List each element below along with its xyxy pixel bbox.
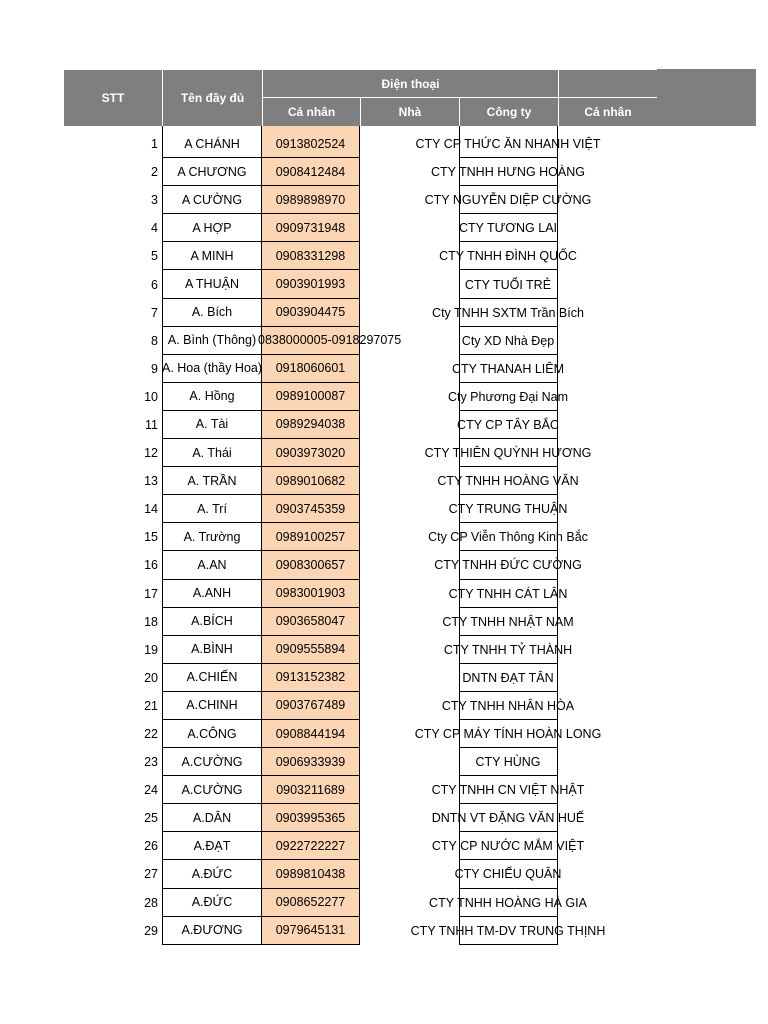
cell-company-name: CTY TRUNG THUẬN — [448, 502, 568, 517]
header-blank-2[interactable] — [657, 69, 756, 126]
cell-name[interactable] — [162, 692, 262, 720]
table-row — [0, 860, 768, 888]
table-row — [0, 467, 768, 495]
header-personal[interactable] — [262, 97, 360, 126]
cell-company-name: Cty XD Nhà Đẹp — [461, 333, 555, 348]
table-row — [0, 411, 768, 439]
cell-company-name: Cty Phương Đại Nam — [447, 389, 569, 404]
table-row — [0, 495, 768, 523]
cell-stt[interactable]: 1 — [151, 137, 158, 152]
cell-company-name: Cty TNHH SXTM Trần Bích — [432, 305, 584, 320]
cell-name-text: A.CƯỜNG — [181, 782, 243, 797]
cell-name-text: A THUẬN — [185, 277, 239, 292]
table-row — [0, 889, 768, 917]
cell-phone-text: 0989294038 — [275, 417, 346, 432]
cell-name[interactable] — [162, 383, 262, 411]
cell-phone-text: 0908844194 — [275, 726, 346, 741]
table-row — [0, 720, 768, 748]
table-row — [0, 692, 768, 720]
cell-stt[interactable]: 10 — [144, 389, 158, 404]
cell-stt[interactable]: 18 — [144, 614, 158, 629]
cell-phone-personal[interactable] — [262, 383, 360, 411]
header-blank[interactable] — [558, 70, 657, 97]
header-name-label: Tên đầy đủ — [180, 91, 245, 105]
cell-phone-personal[interactable] — [262, 299, 360, 327]
cell-company-name: CTY NGUYỄN DIỆP CƯỜNG — [424, 193, 592, 208]
cell-company-name: CTY TNHH HƯNG HOÀNG — [431, 165, 585, 180]
table-row — [0, 186, 768, 214]
cell-phone-personal[interactable] — [262, 270, 360, 298]
cell-name-text: A MINH — [190, 248, 234, 263]
cell-name-text: A.ĐỨC — [191, 895, 233, 910]
cell-company-name: CTY THANAH LIÊM — [451, 361, 565, 376]
header-name[interactable] — [162, 70, 262, 126]
cell-phone-text: 0906933939 — [275, 754, 346, 769]
cell-name-text: A HỢP — [192, 220, 232, 235]
cell-company-name: CTY TNHH CN VIỆT NHẬT — [431, 783, 585, 798]
cell-name[interactable] — [162, 299, 262, 327]
cell-name[interactable] — [162, 523, 262, 551]
cell-phone-personal[interactable] — [262, 214, 360, 242]
cell-phone-text: 0922722227 — [275, 838, 346, 853]
cell-company-name: Cty CP Viễn Thông Kinh Bắc — [428, 530, 588, 545]
cell-name-text: A CHÁNH — [184, 136, 240, 151]
cell-company-name: CTY THIÊN QUỲNH HƯƠNG — [424, 446, 592, 461]
cell-phone-personal[interactable] — [262, 889, 360, 917]
cell-stt[interactable]: 24 — [144, 783, 158, 798]
header-stt-label: STT — [101, 91, 125, 105]
cell-phone-personal[interactable] — [262, 692, 360, 720]
cell-name-text: A. Trí — [197, 501, 227, 516]
cell-name-text: A.CƯỜNG — [181, 754, 243, 769]
cell-phone-text: 0903658047 — [275, 614, 346, 629]
table-row — [0, 214, 768, 242]
cell-company-name: CTY CP THỨC ĂN NHANH VIỆT — [415, 137, 601, 152]
cell-name-text: A.ĐỨC — [191, 866, 233, 881]
cell-phone-personal[interactable] — [262, 748, 360, 776]
cell-stt[interactable]: 2 — [151, 165, 158, 180]
header-company-label: Công ty — [486, 105, 532, 119]
cell-stt[interactable]: 25 — [144, 811, 158, 826]
cell-phone-personal[interactable] — [262, 158, 360, 186]
table-row — [0, 832, 768, 860]
table-row — [0, 299, 768, 327]
cell-phone-text: 0918060601 — [275, 361, 346, 376]
table-row — [0, 383, 768, 411]
cell-name-text: A. Hồng — [189, 389, 235, 404]
cell-name-text: A.ĐẠT — [193, 838, 231, 853]
cell-stt[interactable]: 14 — [144, 502, 158, 517]
cell-phone-personal[interactable] — [262, 495, 360, 523]
cell-phone-text: 0903767489 — [275, 698, 346, 713]
cell-name-text: A. Trường — [183, 529, 241, 544]
cell-name[interactable] — [162, 411, 262, 439]
cell-company-name: CTY TNHH CÁT LÂN — [448, 586, 568, 601]
header-stt[interactable] — [64, 70, 162, 126]
cell-name[interactable] — [162, 776, 262, 804]
cell-phone-text: 0909731948 — [275, 220, 346, 235]
cell-stt[interactable]: 6 — [151, 277, 158, 292]
cell-phone-personal[interactable] — [262, 411, 360, 439]
header-home-label: Nhà — [398, 105, 422, 119]
cell-company-name: CTY TNHH TM-DV TRUNG THỊNH — [410, 923, 606, 938]
table-row — [0, 664, 768, 692]
cell-stt[interactable]: 15 — [144, 530, 158, 545]
cell-phone-text: 0989898970 — [275, 192, 346, 207]
cell-stt[interactable]: 20 — [144, 670, 158, 685]
cell-phone-personal[interactable] — [262, 186, 360, 214]
cell-phone-personal[interactable] — [262, 439, 360, 467]
cell-phone-personal[interactable] — [262, 720, 360, 748]
cell-name-text: A. Bình (Thông) — [167, 333, 257, 348]
header-personal-2[interactable] — [558, 97, 657, 126]
cell-phone-personal[interactable] — [262, 776, 360, 804]
cell-phone-text: 0909555894 — [275, 642, 346, 657]
cell-name-text: A.AN — [197, 557, 227, 572]
cell-company-name: DNTN VT ĐẶNG VĂN HUẾ — [431, 811, 585, 826]
cell-phone-text: 0989810438 — [275, 866, 346, 881]
cell-stt[interactable]: 11 — [145, 417, 158, 432]
cell-company-name: CTY TNHH ĐỨC CƯỜNG — [434, 558, 582, 573]
cell-name[interactable] — [162, 664, 262, 692]
cell-name[interactable] — [162, 495, 262, 523]
cell-name[interactable] — [162, 889, 262, 917]
cell-name[interactable] — [162, 130, 262, 158]
cell-phone-personal[interactable] — [258, 327, 402, 355]
cell-stt[interactable]: 12 — [144, 446, 158, 461]
cell-phone-personal[interactable] — [262, 832, 360, 860]
cell-company-name: CTY TNHH HOÀNG VĂN — [437, 474, 579, 489]
cell-name-text: A.DÂN — [192, 810, 232, 825]
cell-stt[interactable]: 19 — [144, 642, 158, 657]
cell-stt[interactable]: 8 — [151, 333, 158, 348]
cell-phone-text: 0983001903 — [275, 586, 346, 601]
cell-name-text: A CƯỜNG — [181, 192, 243, 207]
cell-name[interactable] — [162, 832, 262, 860]
cell-phone-personal[interactable] — [262, 917, 360, 945]
cell-phone-text: 0908331298 — [275, 248, 346, 263]
cell-phone-text: 0903745359 — [275, 501, 346, 516]
cell-stt[interactable]: 23 — [144, 755, 158, 770]
cell-stt[interactable]: 9 — [151, 361, 158, 376]
header-phone-group[interactable] — [262, 70, 558, 97]
table-row — [0, 523, 768, 551]
cell-phone-text: 0989010682 — [275, 473, 346, 488]
table-row — [0, 130, 768, 158]
cell-name-text: A. Tài — [195, 417, 229, 432]
header-home[interactable] — [360, 97, 459, 126]
cell-phone-text: 0908652277 — [275, 895, 346, 910]
cell-name-text: A. Bích — [191, 305, 233, 320]
cell-company-name: CTY CP NƯỚC MẮM VIỆT — [431, 839, 585, 854]
cell-stt[interactable]: 26 — [144, 839, 158, 854]
cell-phone-text: 0908300657 — [275, 557, 346, 572]
cell-stt[interactable]: 28 — [144, 895, 158, 910]
cell-company-name: CTY TNHH TỶ THÀNH — [443, 642, 573, 657]
cell-phone-personal[interactable] — [262, 580, 360, 608]
cell-phone-personal[interactable] — [262, 664, 360, 692]
cell-name[interactable] — [162, 467, 262, 495]
cell-phone-text: 0903973020 — [275, 445, 346, 460]
cell-phone-text: 0979645131 — [275, 923, 346, 938]
cell-name-text: A.BÌNH — [191, 642, 233, 657]
cell-phone-personal[interactable] — [262, 355, 360, 383]
cell-name-text: A.BÍCH — [191, 614, 233, 629]
cell-name[interactable] — [162, 748, 262, 776]
cell-name-text: A. TRẦN — [187, 473, 237, 488]
cell-company-name: CTY TNHH ĐÌNH QUỐC — [439, 249, 577, 264]
cell-stt[interactable]: 13 — [144, 474, 158, 489]
cell-name[interactable] — [162, 804, 262, 832]
cell-phone-personal[interactable] — [262, 130, 360, 158]
cell-stt[interactable]: 17 — [144, 586, 158, 601]
cell-name[interactable] — [162, 608, 262, 636]
cell-phone-personal[interactable] — [262, 523, 360, 551]
cell-stt[interactable]: 21 — [144, 698, 158, 713]
header-personal-label: Cá nhân — [287, 105, 336, 119]
header-company[interactable] — [459, 97, 558, 126]
cell-name[interactable] — [162, 580, 262, 608]
cell-company-name: CTY HÙNG — [475, 755, 541, 770]
cell-name[interactable] — [162, 720, 262, 748]
cell-name[interactable] — [162, 158, 262, 186]
cell-stt[interactable]: 3 — [151, 193, 158, 208]
cell-name[interactable] — [162, 439, 262, 467]
table-row — [0, 551, 768, 579]
header-personal-2-label: Cá nhân — [584, 105, 632, 119]
cell-phone-text: 0903211689 — [276, 782, 345, 797]
cell-phone-text: 0989100087 — [275, 389, 346, 404]
cell-company-name: CTY CP MÁY TÍNH HOÀN LONG — [414, 727, 602, 742]
table-row — [0, 748, 768, 776]
table-row — [0, 158, 768, 186]
table-row — [0, 804, 768, 832]
cell-phone-text: 0989100257 — [275, 529, 346, 544]
cell-stt[interactable]: 7 — [151, 305, 158, 320]
cell-phone-text: 0903901993 — [275, 277, 346, 292]
cell-stt[interactable]: 22 — [144, 727, 158, 742]
cell-company-name: CTY TNHH HOÀNG HÀ GIA — [429, 895, 587, 910]
table-body — [0, 130, 768, 945]
cell-name[interactable] — [162, 860, 262, 888]
table-row — [0, 776, 768, 804]
cell-name[interactable] — [162, 242, 262, 270]
cell-phone-personal[interactable] — [262, 804, 360, 832]
table-row — [0, 917, 768, 945]
cell-name[interactable] — [162, 636, 262, 664]
table-row — [0, 439, 768, 467]
cell-phone-text: 0908412484 — [275, 164, 346, 179]
header-phone-group-label: Điện thoại — [381, 76, 440, 91]
cell-phone-personal[interactable] — [262, 467, 360, 495]
cell-name-text: A. Hoa (thầy Hoa) — [161, 361, 263, 376]
table-row — [0, 636, 768, 664]
cell-company-name: CTY TNHH NHẬT NAM — [442, 614, 574, 629]
cell-name-text: A.ĐƯƠNG — [181, 923, 243, 938]
cell-phone-personal[interactable] — [262, 608, 360, 636]
cell-company-name: CTY TUỔI TRẺ — [464, 277, 552, 292]
cell-stt[interactable]: 4 — [151, 221, 158, 236]
cell-phone-personal[interactable] — [262, 242, 360, 270]
cell-name[interactable] — [162, 327, 262, 355]
cell-company-name: CTY TƯƠNG LAI — [458, 221, 558, 236]
cell-stt[interactable]: 29 — [144, 923, 158, 938]
cell-name[interactable] — [162, 355, 262, 383]
cell-name[interactable] — [162, 186, 262, 214]
cell-company-name: CTY CP TÂY BẮC — [457, 417, 559, 432]
cell-phone-text: 0913152382 — [275, 670, 346, 685]
cell-name-text: A.ANH — [192, 586, 232, 601]
cell-phone-personal[interactable] — [262, 636, 360, 664]
cell-name[interactable] — [162, 214, 262, 242]
cell-name[interactable] — [162, 551, 262, 579]
cell-name-text: A.CÔNG — [187, 726, 237, 741]
cell-name-text: A.CHIẾN — [186, 670, 238, 685]
cell-phone-personal[interactable] — [262, 860, 360, 888]
cell-phone-text: 0838000005-0918297075 — [258, 333, 402, 348]
cell-phone-text: 0903995365 — [275, 810, 346, 825]
cell-name-text: A CHƯƠNG — [177, 164, 247, 179]
cell-phone-text: 0913802524 — [275, 136, 346, 151]
table-row — [0, 608, 768, 636]
cell-stt[interactable]: 5 — [151, 249, 158, 264]
table-row — [0, 580, 768, 608]
cell-stt[interactable]: 27 — [144, 867, 158, 882]
cell-name-text: A. Thái — [192, 445, 232, 460]
table-row — [0, 242, 768, 270]
cell-stt[interactable]: 16 — [144, 558, 158, 573]
cell-phone-text: 0903904475 — [275, 305, 346, 320]
cell-phone-personal[interactable] — [262, 551, 360, 579]
cell-name[interactable] — [162, 270, 262, 298]
cell-company-name: CTY TNHH NHÂN HÒA — [441, 698, 575, 713]
table-row — [0, 355, 768, 383]
table-row — [0, 327, 768, 355]
table-row — [0, 270, 768, 298]
cell-company-name: CTY CHIẾU QUÂN — [454, 867, 562, 882]
cell-company-name: DNTN ĐẠT TÂN — [462, 670, 554, 685]
cell-name-text: A.CHINH — [186, 698, 238, 713]
cell-name[interactable] — [162, 917, 262, 945]
